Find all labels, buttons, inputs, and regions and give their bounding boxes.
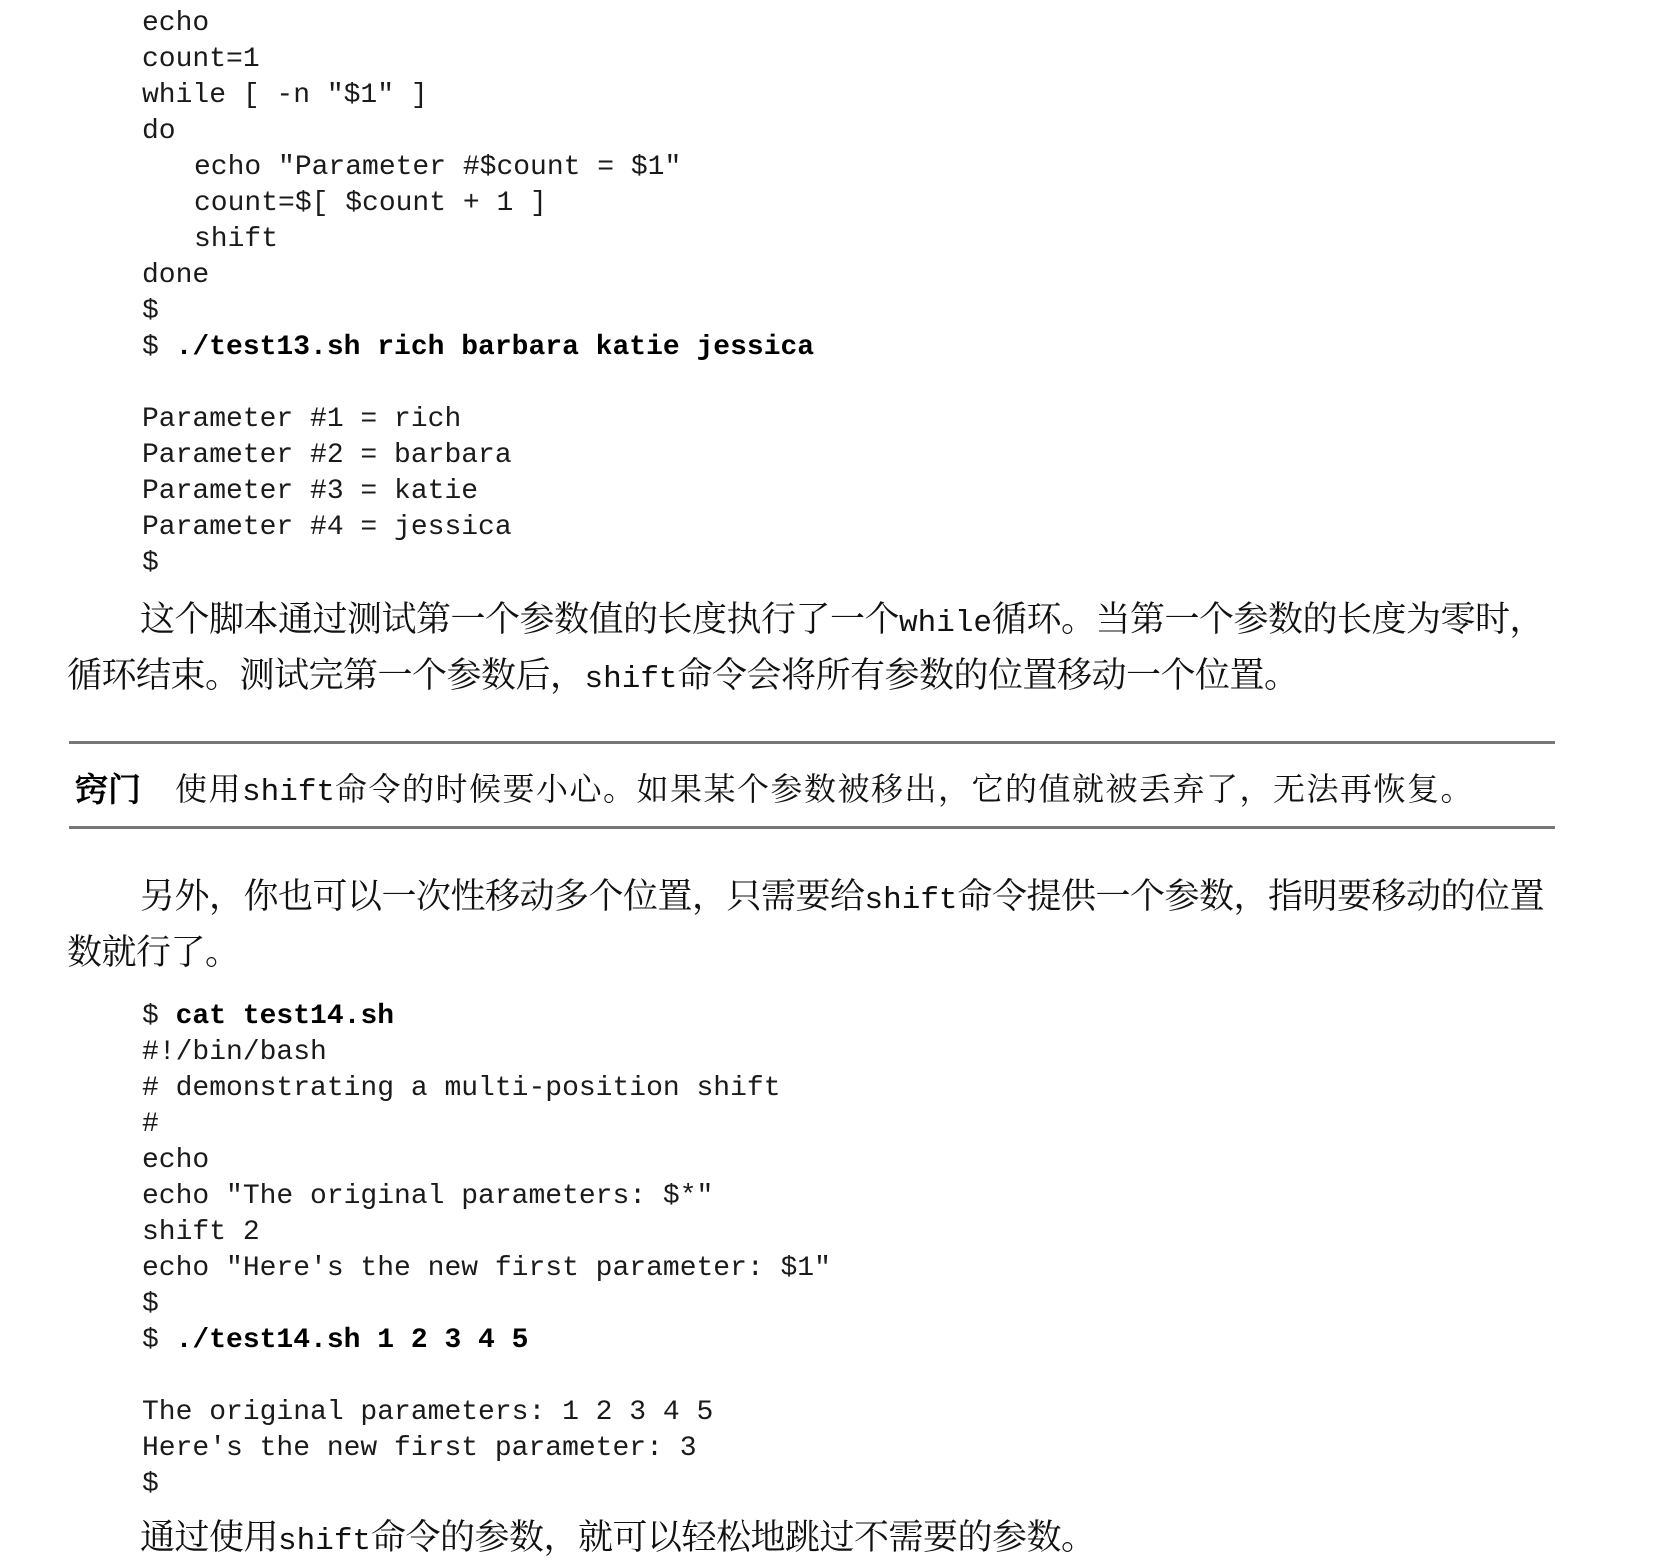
command-line [142, 999, 831, 1035]
command-line [142, 330, 814, 366]
inline-code: shift [278, 1524, 372, 1559]
command-line [142, 1323, 831, 1359]
note-label: 窍门 [75, 769, 141, 809]
code-line: echo "The original parameters: $*" [142, 1181, 714, 1212]
code-line: echo [142, 1145, 210, 1176]
code-line: #!/bin/bash [142, 1037, 327, 1068]
code-line: $ [142, 1289, 159, 1320]
code-line: shift [194, 224, 279, 255]
paragraph-multi-shift [67, 871, 1557, 980]
paragraph-text: 另外，你也可以一次性移动多个位置，只需要给 [140, 877, 865, 917]
code-line: do [142, 116, 176, 147]
paragraph-text: 命令会将所有参数的位置移动一个位置。 [677, 656, 1299, 696]
paragraph-text: 命令的参数，就可以轻松地跳过不需要的参数。 [371, 1518, 1096, 1558]
code-line: done [142, 260, 210, 291]
output-line: Parameter #3 = katie [142, 476, 479, 507]
blank-line [142, 1359, 831, 1395]
inline-code: shift [242, 775, 336, 810]
code-block-test14 [142, 999, 831, 1503]
code-line: shift 2 [142, 1217, 260, 1248]
output-line: Parameter #1 = rich [142, 404, 462, 435]
output-line: Parameter #4 = jessica [142, 512, 512, 543]
output-line: $ [142, 1469, 159, 1500]
shell-command: ./test13.sh rich barbara katie jessica [175, 332, 815, 363]
code-line: $ [142, 296, 159, 327]
code-line: echo "Parameter #$count = $1" [194, 152, 682, 183]
code-block-test13 [142, 6, 814, 582]
code-line: # demonstrating a multi-position shift [142, 1073, 781, 1104]
shell-command: ./test14.sh 1 2 3 4 5 [175, 1325, 529, 1356]
output-line: Parameter #2 = barbara [142, 440, 512, 471]
output-line: Here's the new first parameter: 3 [142, 1433, 697, 1464]
output-line: $ [142, 548, 159, 579]
note-bottom-rule [69, 826, 1555, 829]
note-text: 命令的时候要小心。如果某个参数被移出，它的值就被丢弃了，无法再恢复。 [335, 770, 1475, 808]
inline-code: shift [584, 662, 678, 697]
code-line: count=1 [142, 44, 260, 75]
note-top-rule [69, 741, 1555, 744]
paragraph-text: 通过使用 [140, 1518, 279, 1558]
blank-line [142, 366, 814, 402]
output-line: The original parameters: 1 2 3 4 5 [142, 1397, 714, 1428]
inline-code: shift [864, 883, 958, 918]
code-line: echo [142, 8, 210, 39]
code-line: count=$[ $count + 1 ] [194, 188, 547, 219]
note-body [175, 764, 1474, 810]
paragraph-text: 命令提供一个参数，指明要移动的位置数就行了。 [67, 877, 1545, 973]
shell-prompt: $ [142, 1325, 176, 1356]
paragraph-text: 这个脚本通过测试第一个参数值的长度执行了一个 [140, 600, 900, 640]
inline-code: while [899, 606, 993, 641]
tip-note [75, 760, 1555, 814]
shell-command: cat test14.sh [175, 1001, 395, 1032]
code-line: while [ -n "$1" ] [142, 80, 428, 111]
note-text: 使用 [175, 770, 243, 808]
paragraph-text: 循环。当第一个参数的长度为零时，循环结束。测试完第一个参数后， [67, 600, 1545, 696]
paragraph-while-loop-explanation [67, 594, 1557, 706]
shell-prompt: $ [142, 332, 176, 363]
shell-prompt: $ [142, 1001, 176, 1032]
paragraph-shift-summary [67, 1512, 1557, 1568]
code-line: # [142, 1109, 159, 1140]
code-line: echo "Here's the new first parameter: $1" [142, 1253, 831, 1284]
